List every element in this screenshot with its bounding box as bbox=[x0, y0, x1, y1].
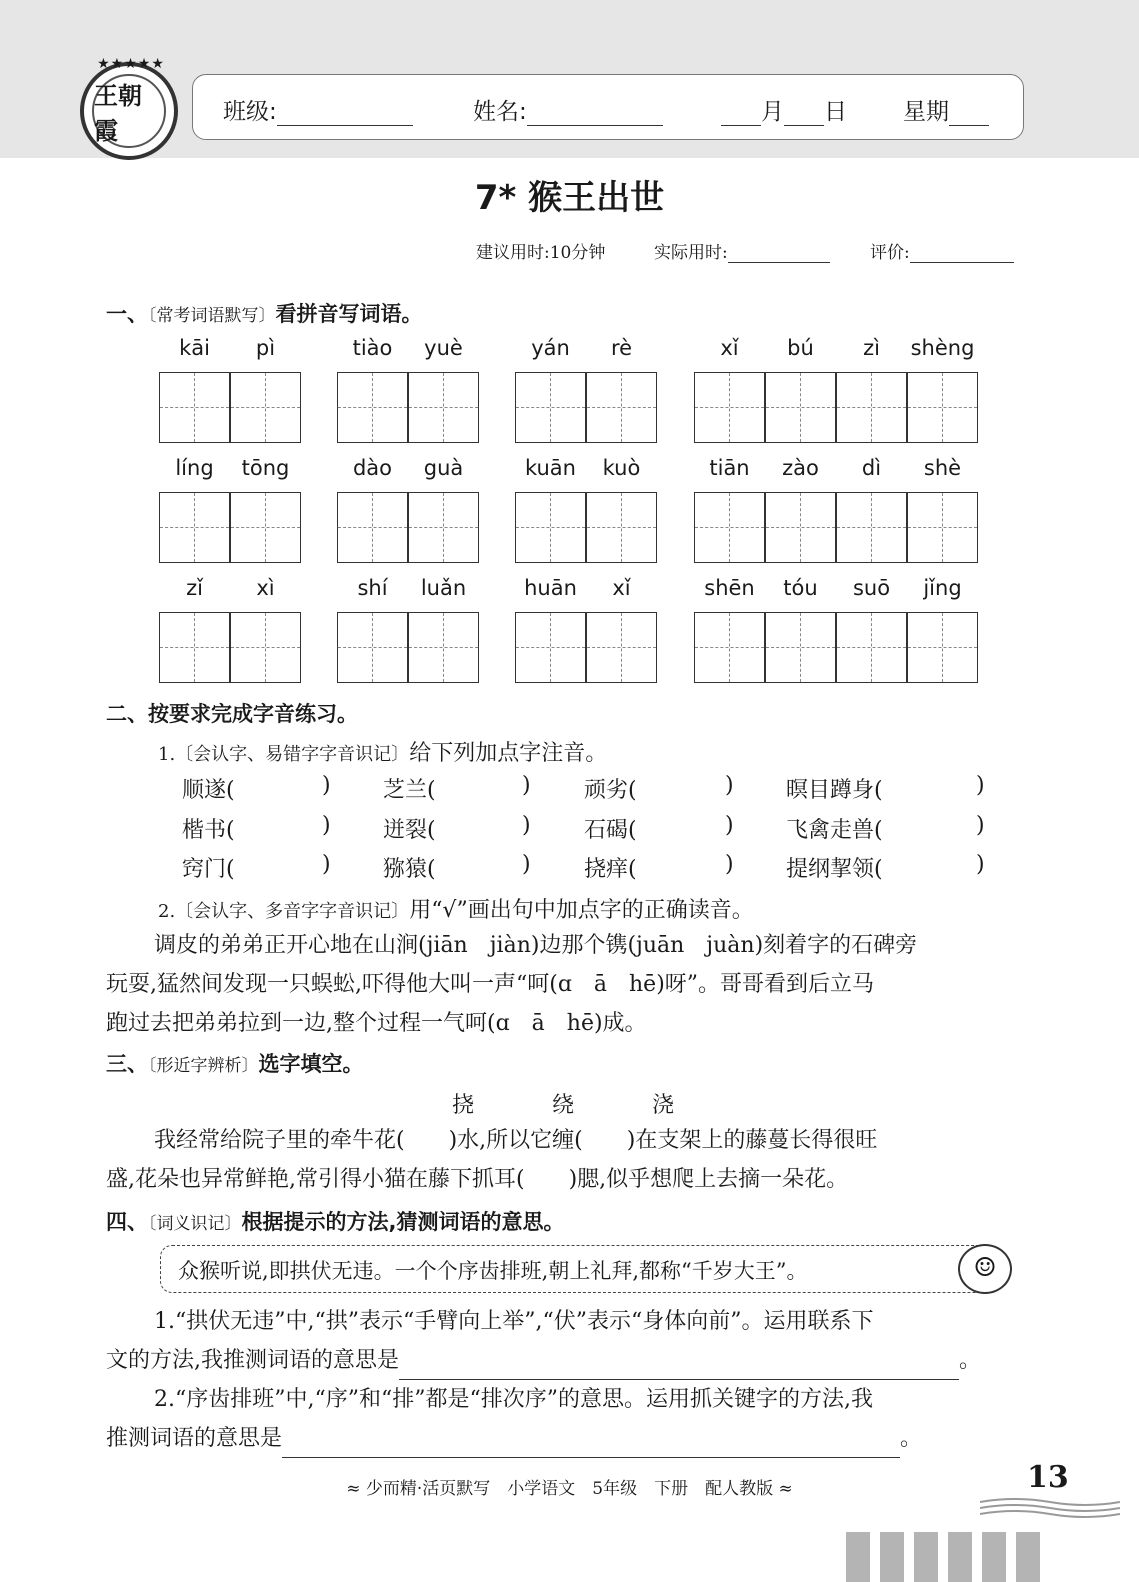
pinyin-item: 顺遂( bbox=[182, 778, 235, 803]
answer-paren[interactable]: ) bbox=[976, 773, 985, 798]
writing-cell[interactable] bbox=[515, 372, 586, 443]
answer-paren[interactable]: ) bbox=[976, 852, 985, 877]
writing-cell[interactable] bbox=[836, 492, 907, 563]
pinyin-label: huān bbox=[524, 576, 577, 600]
answer-paren[interactable]: ) bbox=[522, 852, 531, 877]
answer-paren[interactable]: ) bbox=[322, 813, 331, 838]
pinyin-label: tiān bbox=[709, 456, 750, 480]
answer-paren[interactable]: ) bbox=[522, 813, 531, 838]
s3-line-2: 盛,花朵也异常鲜艳,常引得小猫在藤下抓耳( )腮,似乎想爬上去摘一朵花。 bbox=[106, 1167, 849, 1192]
writing-cell[interactable] bbox=[765, 612, 836, 683]
edge-bar bbox=[880, 1532, 904, 1582]
answer-paren[interactable]: ) bbox=[725, 852, 734, 877]
choice-2: 绕 bbox=[552, 1093, 575, 1118]
answer-line-1[interactable] bbox=[399, 1353, 959, 1380]
writing-cell[interactable] bbox=[159, 372, 230, 443]
answer-paren[interactable]: ) bbox=[725, 773, 734, 798]
s4-q2-line2: 推测词语的意思是 。 bbox=[106, 1419, 1026, 1458]
pinyin-label: yuè bbox=[424, 336, 463, 360]
pinyin-item: 飞禽走兽( bbox=[786, 818, 883, 843]
pinyin-label: tóu bbox=[783, 576, 818, 600]
pinyin-label: zào bbox=[782, 456, 819, 480]
student-info-box bbox=[192, 74, 1024, 140]
pinyin-label: líng bbox=[175, 456, 214, 480]
pinyin-label: shèng bbox=[910, 336, 975, 360]
pinyin-label: yán bbox=[531, 336, 570, 360]
writing-cell[interactable] bbox=[408, 492, 479, 563]
weekday-field[interactable]: 星期 bbox=[903, 93, 989, 126]
pinyin-label: tiào bbox=[352, 336, 393, 360]
pinyin-label: shēn bbox=[704, 576, 755, 600]
pinyin-item: 猕猿( bbox=[383, 857, 436, 882]
writing-cell[interactable] bbox=[907, 372, 978, 443]
writing-cell[interactable] bbox=[159, 492, 230, 563]
answer-line-2[interactable] bbox=[282, 1431, 900, 1458]
q2-instruction: 2.〔会认字、多音字字音识记〕用“√”画出句中加点字的正确读音。 bbox=[158, 898, 754, 923]
pinyin-label: shí bbox=[357, 576, 388, 600]
pinyin-item: 暝目蹲身( bbox=[786, 778, 883, 803]
pinyin-label: shè bbox=[923, 456, 962, 480]
date-field[interactable]: 月 日 bbox=[721, 93, 847, 126]
writing-cell[interactable] bbox=[515, 492, 586, 563]
writing-cell[interactable] bbox=[765, 372, 836, 443]
s3-line-1: 我经常给院子里的牵牛花( )水,所以它缠( )在支架上的藤蔓长得很旺 bbox=[154, 1128, 878, 1153]
writing-cell[interactable] bbox=[836, 372, 907, 443]
writing-cell[interactable] bbox=[408, 372, 479, 443]
choice-3: 浇 bbox=[652, 1093, 675, 1118]
edge-bar bbox=[982, 1532, 1006, 1582]
answer-paren[interactable]: ) bbox=[322, 773, 331, 798]
section4-questions bbox=[106, 1302, 1026, 1458]
pinyin-label: kāi bbox=[179, 336, 210, 360]
writing-cell[interactable] bbox=[586, 492, 657, 563]
answer-paren[interactable]: ) bbox=[522, 773, 531, 798]
pinyin-item: 提纲挈领( bbox=[786, 857, 883, 882]
pinyin-label: kuān bbox=[524, 456, 576, 480]
actual-time-field[interactable]: 实际用时: bbox=[654, 238, 830, 263]
q2-line-3: 跑过去把弟弟拉到一边,整个过程一气呵(ɑ ā hē)成。 bbox=[106, 1011, 647, 1036]
footer-text: ≈ 少而精·活页默写 小学语文 5年级 下册 配人教版 ≈ bbox=[346, 1479, 793, 1499]
pinyin-label: bú bbox=[787, 336, 814, 360]
page-title: 7* 猴王出世 bbox=[474, 178, 665, 218]
writing-cell[interactable] bbox=[907, 612, 978, 683]
logo-text: 王朝霞 bbox=[92, 74, 166, 148]
edge-bar bbox=[948, 1532, 972, 1582]
writing-cell[interactable] bbox=[230, 492, 301, 563]
writing-cell[interactable] bbox=[765, 492, 836, 563]
writing-cell[interactable] bbox=[515, 612, 586, 683]
pinyin-label: dì bbox=[861, 456, 882, 480]
wave-decoration bbox=[980, 1496, 1120, 1518]
s4-q1-line1: 1.“拱伏无违”中,“拱”表示“手臂向上举”,“伏”表示“身体向前”。运用联系下 bbox=[154, 1309, 874, 1334]
writing-cell[interactable] bbox=[230, 612, 301, 683]
pinyin-label: xǐ bbox=[720, 336, 739, 360]
q1-instruction: 1.〔会认字、易错字字音识记〕给下列加点字注音。 bbox=[158, 741, 608, 766]
s4-q2-line1: 2.“序齿排班”中,“序”和“排”都是“排次序”的意思。运用抓关键字的方法,我 bbox=[154, 1387, 873, 1412]
writing-cell[interactable] bbox=[159, 612, 230, 683]
edge-bar bbox=[914, 1532, 938, 1582]
section4-heading: 四、〔词义识记〕根据提示的方法,猜测词语的意思。 bbox=[106, 1210, 565, 1234]
writing-cell[interactable] bbox=[337, 372, 408, 443]
choice-1: 挠 bbox=[452, 1093, 475, 1118]
pinyin-label: xì bbox=[256, 576, 275, 600]
pinyin-item: 窍门( bbox=[182, 857, 235, 882]
pinyin-label: tōng bbox=[241, 456, 290, 480]
pinyin-label: pì bbox=[255, 336, 276, 360]
pinyin-item: 顽劣( bbox=[584, 778, 637, 803]
pinyin-item: 迸裂( bbox=[383, 818, 436, 843]
evaluation-field[interactable]: 评价: bbox=[870, 238, 1014, 263]
pinyin-label: jǐng bbox=[923, 576, 962, 600]
answer-paren[interactable]: ) bbox=[322, 852, 331, 877]
writing-cell[interactable] bbox=[907, 492, 978, 563]
answer-paren[interactable]: ) bbox=[976, 813, 985, 838]
section2-heading: 二、按要求完成字音练习。 bbox=[106, 702, 358, 726]
edge-bar bbox=[1016, 1532, 1040, 1582]
writing-cell[interactable] bbox=[694, 612, 765, 683]
q2-line-2: 玩耍,猛然间发现一只蜈蚣,吓得他大叫一声“呵(ɑ ā hē)呀”。哥哥看到后立马 bbox=[106, 972, 875, 997]
pinyin-label: zǐ bbox=[186, 576, 203, 600]
monkey-icon: ☺ bbox=[958, 1244, 1012, 1294]
pinyin-item: 石碣( bbox=[584, 818, 637, 843]
q2-line-1: 调皮的弟弟正开心地在山涧(jiān jiàn)边那个镌(juān juàn)刻着字的石碑旁 bbox=[154, 933, 918, 958]
pinyin-label: kuò bbox=[602, 456, 641, 480]
writing-cell[interactable] bbox=[337, 612, 408, 683]
q2-passage bbox=[106, 926, 1026, 1043]
pinyin-label: dào bbox=[352, 456, 393, 480]
pinyin-label: guà bbox=[423, 456, 464, 480]
suggested-time: 建议用时:10分钟 bbox=[476, 243, 606, 263]
pinyin-label: xǐ bbox=[612, 576, 631, 600]
edge-bar bbox=[846, 1532, 870, 1582]
pinyin-item: 挠痒( bbox=[584, 857, 637, 882]
pinyin-label: zì bbox=[863, 336, 880, 360]
page-number: 13 bbox=[1027, 1460, 1069, 1495]
stars-icon: ★★★★★ bbox=[97, 56, 165, 72]
pinyin-label: suō bbox=[852, 576, 891, 600]
pinyin-item: 楷书( bbox=[182, 818, 235, 843]
section3-heading: 三、〔形近字辨析〕选字填空。 bbox=[106, 1052, 364, 1076]
writing-cell[interactable] bbox=[586, 612, 657, 683]
writing-cell[interactable] bbox=[586, 372, 657, 443]
s4-q1-line2: 文的方法,我推测词语的意思是 。 bbox=[106, 1341, 1026, 1380]
writing-cell[interactable] bbox=[694, 372, 765, 443]
writing-cell[interactable] bbox=[836, 612, 907, 683]
section1-heading: 一、〔常考词语默写〕看拼音写词语。 bbox=[106, 302, 423, 326]
pinyin-item: 芝兰( bbox=[383, 778, 436, 803]
writing-cell[interactable] bbox=[230, 372, 301, 443]
pinyin-label: luǎn bbox=[420, 576, 467, 600]
class-field[interactable]: 班级: bbox=[223, 93, 413, 126]
hint-text: 众猴听说,即拱伏无违。一个个序齿排班,朝上礼拜,都称“千岁大王”。 bbox=[178, 1259, 808, 1283]
writing-cell[interactable] bbox=[408, 612, 479, 683]
name-field[interactable]: 姓名: bbox=[473, 93, 663, 126]
section3-passage bbox=[106, 1121, 1026, 1199]
writing-cell[interactable] bbox=[337, 492, 408, 563]
brand-logo bbox=[80, 56, 178, 160]
writing-cell[interactable] bbox=[694, 492, 765, 563]
answer-paren[interactable]: ) bbox=[725, 813, 734, 838]
pinyin-label: rè bbox=[610, 336, 633, 360]
